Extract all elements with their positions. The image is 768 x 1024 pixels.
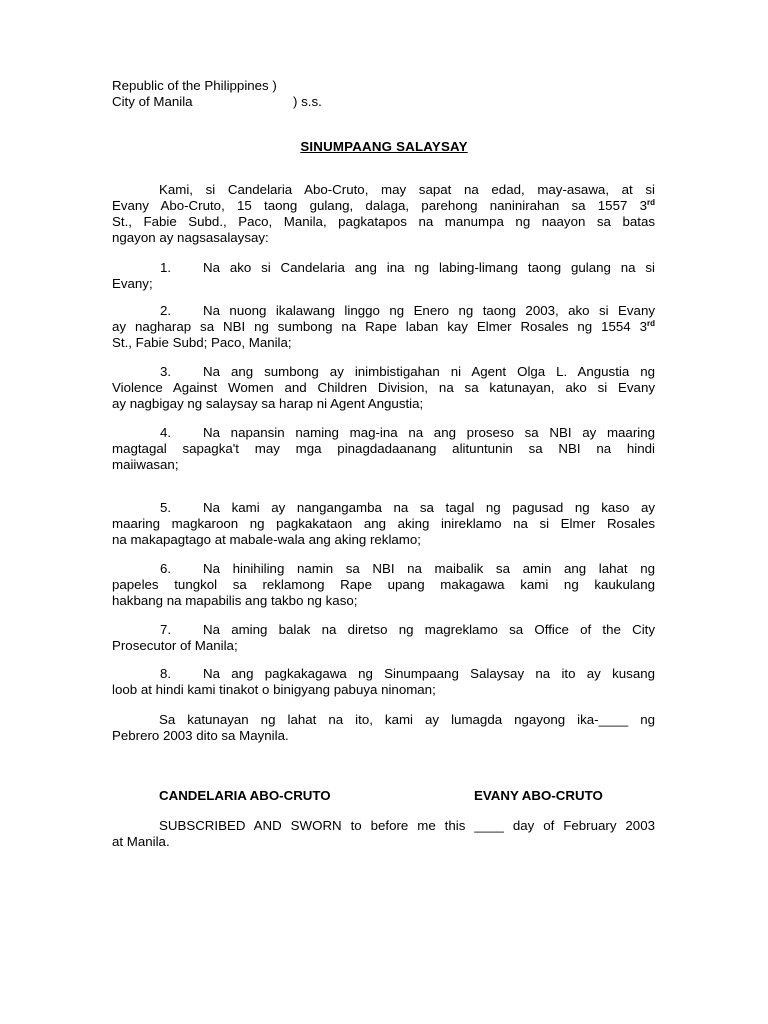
intro-line-2 <box>112 198 655 214</box>
closing-paragraph <box>112 712 655 744</box>
document-title: SINUMPAANG SALAYSAY <box>300 139 468 154</box>
item-7-line-2: Prosecutor of Manila; <box>112 638 238 653</box>
intro-line-3 <box>112 214 655 230</box>
item-2 <box>112 303 655 351</box>
item-2-text-1: Na nuong ikalawang linggo ng Enero ng taong 2003, ako si Evany <box>203 303 655 318</box>
item-2-number: 2. <box>160 303 172 318</box>
intro-sup: rd <box>647 198 655 207</box>
item-4-line-1 <box>112 425 655 441</box>
intro-text-2: Evany Abo-Cruto, 15 taong gulang, dalaga, parehong naninirahan sa 1557 3 <box>112 198 647 213</box>
intro-line-1 <box>112 182 655 198</box>
item-1-text-1: Na ako si Candelaria ang ina ng labing-limang taong gulang na si <box>203 260 655 275</box>
intro-paragraph <box>112 182 655 246</box>
jurat-line-2: at Manila. <box>112 834 170 849</box>
item-4-number: 4. <box>160 425 172 440</box>
item-4-text-1: Na napansin naming mag-ina na ang proseso sa NBI ay maaring <box>203 425 655 440</box>
item-5-number: 5. <box>160 500 172 515</box>
item-6-line-1 <box>112 561 655 577</box>
item-6-line-2 <box>112 577 655 593</box>
item-5 <box>112 500 655 548</box>
venue-ss: ) s.s. <box>293 94 322 109</box>
jurat-paragraph <box>112 818 655 850</box>
item-4-line-3: maiiwasan; <box>112 457 179 472</box>
item-8-line-1 <box>112 666 655 682</box>
signatory-left: CANDELARIA ABO-CRUTO <box>159 788 331 803</box>
item-3-text-1: Na ang sumbong ay inimbistigahan ni Agent Olga L. Angustia ng <box>203 364 655 379</box>
item-2-line-2 <box>112 319 655 335</box>
item-1-line-1 <box>112 260 655 276</box>
item-6 <box>112 561 655 609</box>
item-5-line-3: na makapagtago at mabale-wala ang aking reklamo; <box>112 532 421 547</box>
item-3-line-2 <box>112 380 655 396</box>
item-5-text-1: Na kami ay nangangamba na sa tagal ng pagusad ng kaso ay <box>203 500 655 515</box>
item-6-number: 6. <box>160 561 172 576</box>
jurat-text-1: SUBSCRIBED AND SWORN to before me this ____ day of February 2003 <box>159 818 655 833</box>
item-6-line-3: hakbang na mapabilis ang takbo ng kaso; <box>112 593 358 608</box>
item-1-number: 1. <box>160 260 172 275</box>
item-8-text-1: Na ang pagkakagawa ng Sinumpaang Salaysay na ito ay kusang <box>203 666 655 681</box>
item-4-text-2: magtagal sapagka't may mga pinagdadaanang alituntunin sa NBI na hindi <box>112 441 655 456</box>
item-3-line-3: ay nagbigay ng salaysay sa harap ni Agent Angustia; <box>112 396 424 411</box>
item-5-line-2 <box>112 516 655 532</box>
item-6-text-1: Na hinihiling namin sa NBI na maibalik sa amin ang lahat ng <box>203 561 655 576</box>
item-6-text-2: papeles tungkol sa reklamong Rape upang makagawa kami ng kaukulang <box>112 577 655 592</box>
venue-city: City of Manila <box>112 94 193 109</box>
item-2-text-2: ay nagharap sa NBI ng sumbong na Rape laban kay Elmer Rosales ng 1554 3 <box>112 319 647 334</box>
item-7 <box>112 622 655 654</box>
item-1 <box>112 260 655 292</box>
venue-line-1: Republic of the Philippines ) <box>112 78 277 93</box>
item-5-line-1 <box>112 500 655 516</box>
closing-text-1: Sa katunayan ng lahat na ito, kami ay lumagda ngayong ika-____ ng <box>159 712 655 727</box>
intro-line-4: ngayon ay nagsasalaysay: <box>112 230 269 245</box>
closing-line-2: Pebrero 2003 dito sa Maynila. <box>112 728 289 743</box>
item-8 <box>112 666 655 698</box>
item-5-text-2: maaring magkaroon ng pagkakataon ang aking inireklamo na si Elmer Rosales <box>112 516 655 531</box>
closing-line-1 <box>112 712 655 728</box>
item-4 <box>112 425 655 473</box>
venue-header <box>112 78 655 110</box>
signatory-right: EVANY ABO-CRUTO <box>474 788 603 803</box>
item-3-line-1 <box>112 364 655 380</box>
intro-text-1: Kami, si Candelaria Abo-Cruto, may sapat na edad, may-asawa, at si <box>159 182 655 197</box>
item-8-number: 8. <box>160 666 172 681</box>
jurat-line-1 <box>112 818 655 834</box>
item-2-line-1 <box>112 303 655 319</box>
item-3-number: 3. <box>160 364 172 379</box>
item-3-text-2: Violence Against Women and Children Division, na sa katunayan, ako si Evany <box>112 380 655 395</box>
item-4-line-2 <box>112 441 655 457</box>
item-7-line-1 <box>112 622 655 638</box>
intro-text-3: St., Fabie Subd., Paco, Manila, pagkatapos na manumpa ng naayon sa batas <box>112 214 655 229</box>
item-7-text-1: Na aming balak na diretso ng magreklamo sa Office of the City <box>203 622 655 637</box>
item-1-line-2: Evany; <box>112 276 153 291</box>
item-7-number: 7. <box>160 622 172 637</box>
venue-line-2 <box>112 94 655 110</box>
item-2-sup: rd <box>647 319 655 328</box>
item-8-line-2: loob at hindi kami tinakot o binigyang pabuya ninoman; <box>112 682 436 697</box>
item-3 <box>112 364 655 412</box>
item-2-line-3: St., Fabie Subd; Paco, Manila; <box>112 335 292 350</box>
